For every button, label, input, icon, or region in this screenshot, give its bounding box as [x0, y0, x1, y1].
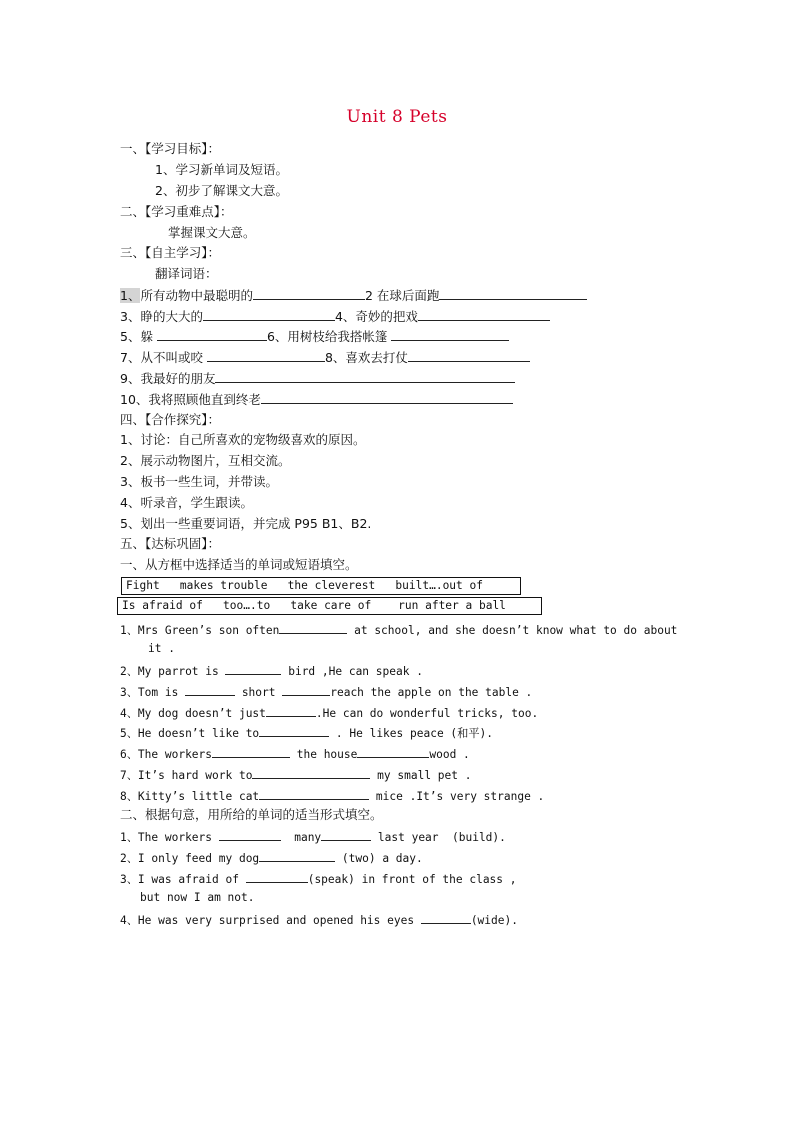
answer-blank[interactable] — [421, 911, 471, 924]
answer-blank[interactable] — [259, 849, 335, 862]
answer-blank[interactable] — [203, 308, 335, 321]
translate-row-2 — [120, 308, 550, 325]
page-title: Unit 8 Pets — [346, 107, 448, 127]
section-2-heading: 二、【学习重难点】： — [120, 204, 233, 219]
phrase-5: 5、躲 — [120, 329, 153, 344]
translate-row-1 — [120, 287, 587, 304]
section-4-heading: 四、【合作探究】： — [120, 412, 221, 427]
question-5: 5、He doesn’t like to . He likes peace (和平). — [120, 724, 493, 742]
explore-item-2: 2、展示动物图片，互相交流。 — [120, 453, 291, 468]
answer-blank[interactable] — [157, 328, 267, 341]
answer-blank[interactable] — [266, 704, 316, 717]
form-question-1: 1、The workers many last year (build). — [120, 828, 506, 846]
answer-blank[interactable] — [253, 287, 365, 300]
explore-item-4: 4、听录音，学生跟读。 — [120, 495, 253, 510]
item-number-highlight: 1、 — [120, 288, 141, 303]
question-1-continued: it . — [148, 642, 175, 655]
form-question-3-continued: but now I am not. — [140, 891, 255, 904]
translate-instruction: 翻译词语： — [155, 266, 218, 281]
explore-item-1: 1、讨论：自己所喜欢的宠物级喜欢的原因。 — [120, 432, 366, 447]
answer-blank[interactable] — [321, 828, 371, 841]
answer-blank[interactable] — [357, 745, 429, 758]
exercise-2-instruction: 二、根据句意，用所给的单词的适当形式填空。 — [120, 807, 383, 822]
word-box-row-2: Is afraid of too….to take care of run after a ball — [117, 597, 542, 615]
section-3-heading: 三、【自主学习】： — [120, 245, 221, 260]
explore-item-3: 3、板书一些生词，并带读。 — [120, 474, 278, 489]
exercise-1-instruction: 一、从方框中选择适当的单词或短语填空。 — [120, 557, 358, 572]
question-3: 3、Tom is short reach the apple on the table . — [120, 683, 532, 701]
answer-blank[interactable] — [259, 787, 369, 800]
goal-item-2: 2、初步了解课文大意。 — [155, 183, 288, 198]
translate-row-6 — [120, 391, 513, 408]
answer-blank[interactable] — [185, 683, 235, 696]
translate-row-3 — [120, 328, 509, 345]
answer-blank[interactable] — [225, 662, 281, 675]
answer-blank[interactable] — [282, 683, 330, 696]
question-2: 2、My parrot is bird ,He can speak . — [120, 662, 423, 680]
question-6: 6、The workers the house wood . — [120, 745, 470, 763]
phrase-8: 8、喜欢去打仗 — [324, 350, 408, 365]
form-question-3: 3、I was afraid of (speak) in front of the class , — [120, 870, 517, 888]
question-1: 1、Mrs Green’s son often at school, and she doesn’t know what to do about — [120, 621, 677, 639]
answer-blank[interactable] — [391, 328, 509, 341]
phrase-4: 4、奇妙的把戏 — [334, 309, 418, 324]
answer-blank[interactable] — [246, 870, 308, 883]
word-box-row-1: Fight makes trouble the cleverest built….out of — [121, 577, 521, 595]
form-question-4: 4、He was very surprised and opened his eyes (wide). — [120, 911, 518, 929]
answer-blank[interactable] — [212, 745, 290, 758]
phrase-1: 所有动物中最聪明的 — [140, 288, 253, 303]
phrase-6: 6、用树枝给我搭帐篷 — [266, 329, 388, 344]
answer-blank[interactable] — [439, 287, 587, 300]
translate-row-5 — [120, 370, 515, 387]
explore-item-5: 5、划出一些重要词语，并完成 P95 B1、B2. — [120, 516, 372, 531]
question-4: 4、My dog doesn’t just .He can do wonderful tricks, too. — [120, 704, 538, 722]
section-5-heading: 五、【达标巩固】： — [120, 536, 221, 551]
answer-blank[interactable] — [418, 308, 550, 321]
question-7: 7、It’s hard work to my small pet . — [120, 766, 471, 784]
answer-blank[interactable] — [259, 724, 329, 737]
phrase-2: 2 在球后面跑 — [364, 288, 440, 303]
answer-blank[interactable] — [261, 391, 513, 404]
answer-blank[interactable] — [279, 621, 347, 634]
phrase-10: 10、我将照顾他直到终老 — [120, 392, 261, 407]
phrase-3: 3、睁的大大的 — [120, 309, 203, 324]
question-8: 8、Kitty’s little cat mice .It’s very strange . — [120, 787, 544, 805]
answer-blank[interactable] — [252, 766, 370, 779]
translate-row-4 — [120, 349, 530, 366]
key-point-item: 掌握课文大意。 — [168, 225, 256, 240]
phrase-7: 7、从不叫或咬 — [120, 350, 203, 365]
answer-blank[interactable] — [215, 370, 515, 383]
section-1-heading: 一、【学习目标】： — [120, 141, 221, 156]
answer-blank[interactable] — [408, 349, 530, 362]
answer-blank[interactable] — [207, 349, 325, 362]
goal-item-1: 1、学习新单词及短语。 — [155, 162, 288, 177]
answer-blank[interactable] — [219, 828, 281, 841]
form-question-2: 2、I only feed my dog (two) a day. — [120, 849, 423, 867]
phrase-9: 9、我最好的朋友 — [120, 371, 216, 386]
